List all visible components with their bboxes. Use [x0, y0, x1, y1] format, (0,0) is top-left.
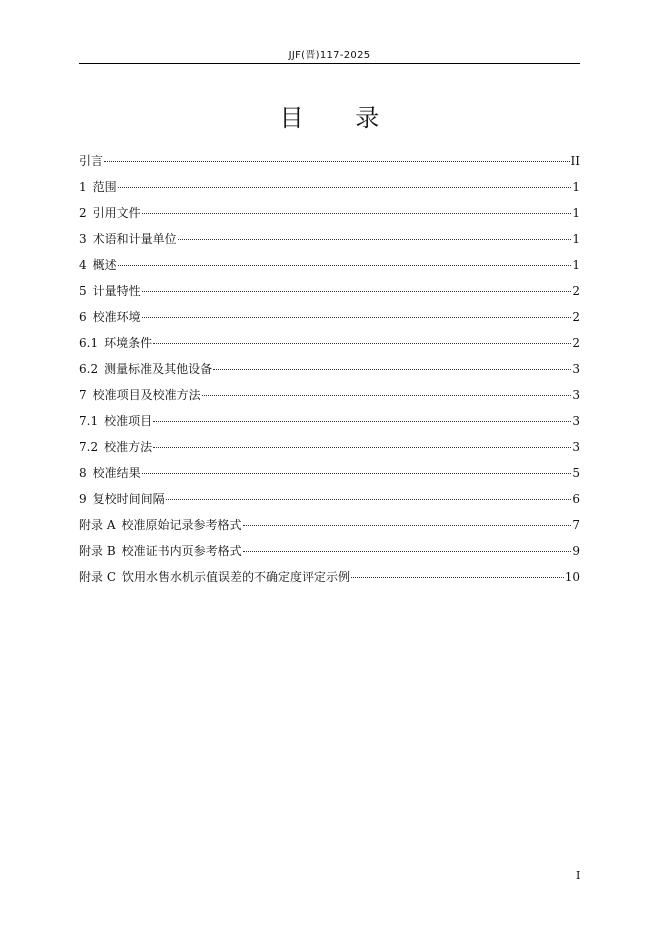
toc-entry[interactable]: [79, 438, 580, 464]
toc-entry-number: 附录 C: [79, 570, 116, 584]
toc-dot-leader: [142, 291, 572, 292]
toc-dot-leader: [213, 369, 571, 370]
toc-entry[interactable]: [79, 230, 580, 256]
toc-entry[interactable]: [79, 282, 580, 308]
toc-dot-leader: [243, 551, 572, 552]
toc-dot-leader: [166, 499, 572, 500]
table-of-contents: [79, 152, 580, 594]
toc-entry[interactable]: [79, 568, 580, 594]
toc-entry-label: [79, 464, 141, 482]
toc-entry-title: 校准原始记录参考格式: [121, 518, 242, 532]
toc-entry-page: 10: [564, 570, 580, 584]
toc-dot-leader: [142, 213, 572, 214]
toc-entry-title: 校准环境: [92, 310, 141, 324]
toc-entry-title: 引用文件: [92, 206, 141, 220]
toc-entry-label: [79, 568, 350, 586]
toc-entry-label: [79, 282, 141, 300]
toc-entry-page: 3: [572, 414, 580, 428]
toc-dot-leader: [153, 343, 571, 344]
toc-entry-page: 1: [572, 232, 580, 246]
toc-entry-label: [79, 542, 242, 560]
toc-entry[interactable]: [79, 490, 580, 516]
page-title: 目 录: [279, 104, 402, 132]
toc-entry-page: 3: [572, 362, 580, 376]
toc-entry-title: 环境条件: [104, 336, 153, 350]
toc-dot-leader: [142, 317, 572, 318]
toc-entry-title: 测量标准及其他设备: [104, 362, 213, 376]
toc-entry-number: 2: [79, 206, 87, 220]
toc-entry[interactable]: [79, 204, 580, 230]
toc-entry-label: [79, 204, 141, 222]
toc-entry-label: [79, 178, 117, 196]
toc-entry-number: 4: [79, 258, 87, 272]
toc-entry-number: 附录 A: [79, 518, 116, 532]
page-number: I: [576, 869, 581, 882]
toc-entry-title: 校准方法: [104, 440, 153, 454]
toc-entry[interactable]: [79, 542, 580, 568]
toc-entry-page: 3: [572, 388, 580, 402]
toc-entry-page: II: [570, 154, 580, 168]
toc-dot-leader: [153, 421, 571, 422]
toc-entry-label: [79, 334, 152, 352]
toc-entry-label: [79, 516, 242, 534]
toc-entry-title: 校准项目: [104, 414, 153, 428]
toc-entry-number: 7.2: [79, 440, 99, 454]
toc-entry-number: 8: [79, 466, 87, 480]
toc-entry-page: 3: [572, 440, 580, 454]
toc-entry-title: 复校时间间隔: [92, 492, 165, 506]
toc-entry-number: 9: [79, 492, 87, 506]
toc-entry-page: 1: [572, 206, 580, 220]
toc-entry[interactable]: [79, 516, 580, 542]
toc-entry[interactable]: [79, 152, 580, 178]
toc-entry-title: 校准证书内页参考格式: [121, 544, 242, 558]
toc-entry-label: [79, 386, 201, 404]
toc-entry-page: 7: [572, 518, 580, 532]
toc-dot-leader: [153, 447, 571, 448]
toc-entry-number: 6: [79, 310, 87, 324]
toc-entry-label: [79, 412, 152, 430]
toc-entry-title: 概述: [92, 258, 117, 272]
toc-entry-number: 1: [79, 180, 87, 194]
toc-entry-label: [79, 438, 152, 456]
toc-entry-label: [79, 152, 103, 170]
toc-entry-number: 3: [79, 232, 87, 246]
toc-entry-number: 6.1: [79, 336, 99, 350]
toc-entry-label: [79, 490, 165, 508]
toc-entry[interactable]: [79, 256, 580, 282]
toc-entry-number: 7: [79, 388, 87, 402]
toc-entry-number: 7.1: [79, 414, 99, 428]
toc-dot-leader: [202, 395, 572, 396]
toc-entry-page: 2: [572, 284, 580, 298]
toc-entry[interactable]: [79, 334, 580, 360]
toc-entry-page: 5: [572, 466, 580, 480]
toc-entry-page: 1: [572, 180, 580, 194]
toc-entry-title: 饮用水售水机示值误差的不确定度评定示例: [122, 570, 351, 584]
toc-entry-title: 引言: [79, 154, 104, 168]
toc-dot-leader: [351, 577, 564, 578]
toc-entry[interactable]: [79, 178, 580, 204]
toc-entry-label: [79, 256, 117, 274]
toc-dot-leader: [118, 187, 572, 188]
toc-entry-page: 6: [572, 492, 580, 506]
toc-entry-label: [79, 230, 177, 248]
toc-entry-title: 校准项目及校准方法: [92, 388, 201, 402]
toc-entry[interactable]: [79, 386, 580, 412]
toc-entry-title: 校准结果: [92, 466, 141, 480]
toc-entry-title: 术语和计量单位: [92, 232, 177, 246]
toc-dot-leader: [142, 473, 572, 474]
toc-entry[interactable]: [79, 412, 580, 438]
toc-entry-label: [79, 308, 141, 326]
document-code-header: JJF(晋)117-2025: [288, 50, 371, 61]
toc-entry-number: 6.2: [79, 362, 99, 376]
toc-entry-page: 2: [572, 336, 580, 350]
toc-entry-number: 附录 B: [79, 544, 116, 558]
header-divider: [79, 63, 580, 64]
toc-entry-page: 1: [572, 258, 580, 272]
toc-entry-number: 5: [79, 284, 87, 298]
toc-entry-title: 范围: [92, 180, 117, 194]
toc-dot-leader: [118, 265, 572, 266]
toc-entry[interactable]: [79, 308, 580, 334]
toc-dot-leader: [243, 525, 572, 526]
toc-dot-leader: [178, 239, 572, 240]
toc-entry-page: 2: [572, 310, 580, 324]
toc-entry-title: 计量特性: [92, 284, 141, 298]
toc-entry[interactable]: [79, 360, 580, 386]
toc-dot-leader: [104, 161, 570, 162]
toc-entry-label: [79, 360, 212, 378]
toc-entry[interactable]: [79, 464, 580, 490]
toc-entry-page: 9: [572, 544, 580, 558]
